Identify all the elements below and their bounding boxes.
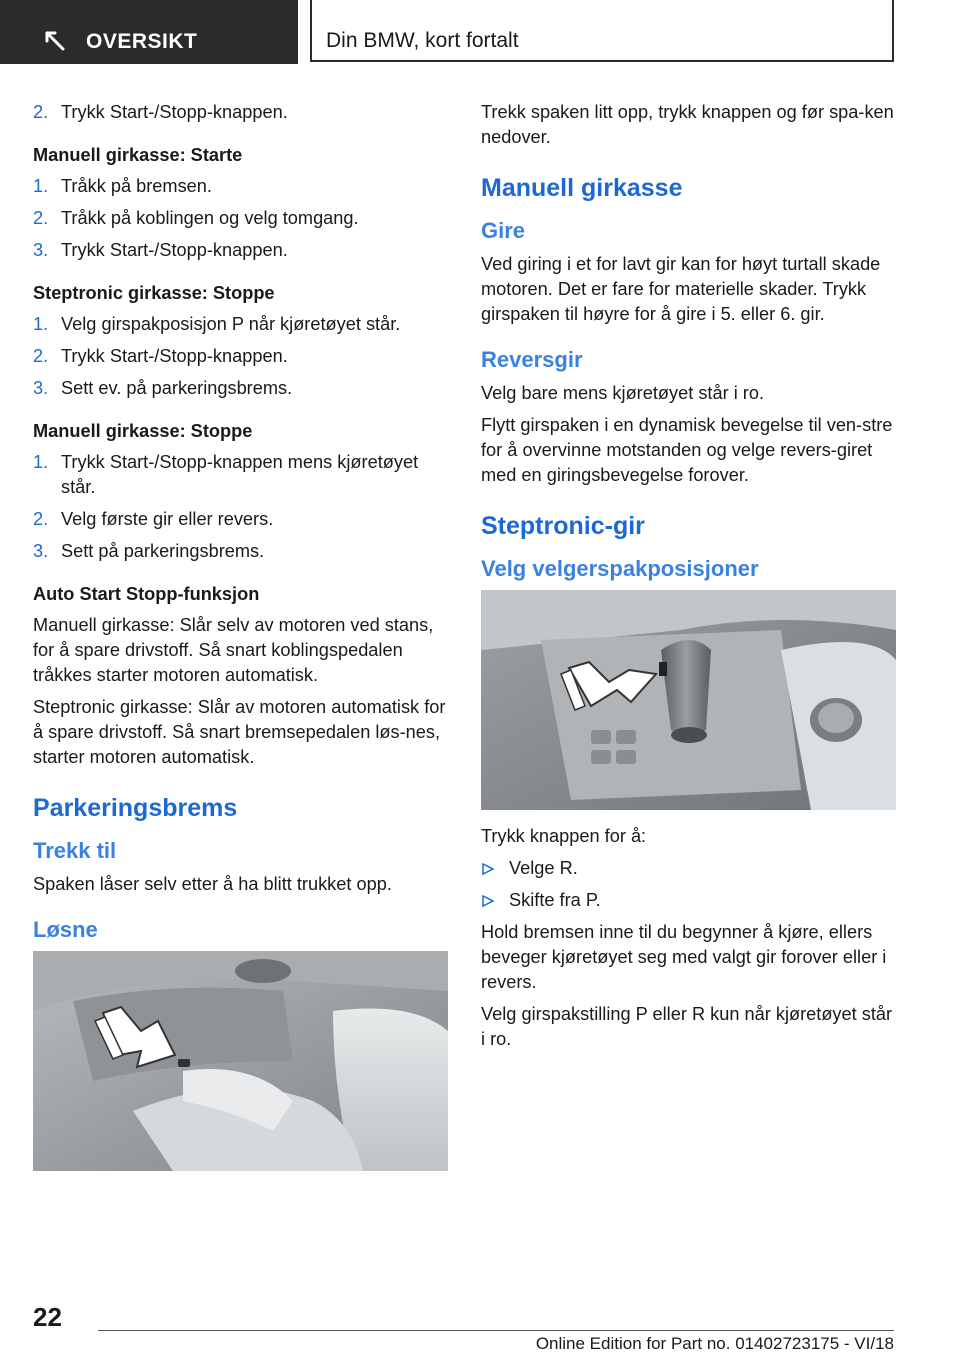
- list-item: Velge R.: [481, 856, 896, 881]
- press-text: Trykk knappen for å:: [481, 826, 647, 846]
- release-text: Trekk spaken litt opp, trykk knappen og før spa-ken nedover.: [481, 102, 894, 147]
- gear-selector-image: [481, 590, 896, 810]
- left-column: [33, 100, 448, 1185]
- list-item: 3. Trykk Start-/Stopp-knappen.: [33, 240, 288, 260]
- shift-heading: Gire: [481, 218, 526, 243]
- list-item: 3. Sett på parkeringsbrems.: [33, 541, 265, 561]
- arrow-icon: [44, 30, 66, 52]
- triangle-bullet-icon: [482, 863, 494, 875]
- reverse-text-1: Velg bare mens kjøretøyet står i ro.: [481, 383, 765, 403]
- select-position-heading: Velg velgerspakposisjoner: [481, 556, 759, 581]
- hold-brake-text: Hold bremsen inne til du begynner å kjøre, ellers beveger kjøretøyet seg med valgt gir forover eller i revers.: [481, 922, 887, 992]
- release-heading: Løsne: [33, 917, 98, 942]
- reverse-text-2: Flytt girspaken i en dynamisk bevegelse til ven-stre for å overvinne motstanden og velge revers-giret med en giringsbevegelse forover.: [481, 415, 893, 485]
- auto-start-stop-title: Auto Start Stopp-funksjon: [33, 584, 260, 604]
- steptronic-stop-title: Steptronic girkasse: Stoppe: [33, 283, 275, 303]
- steptronic-heading: Steptronic-gir: [481, 512, 645, 540]
- list-item: 2. Trykk Start-/Stopp-knappen.: [33, 102, 288, 122]
- section-label: OVERSIKT: [86, 30, 198, 53]
- list-item: 2. Tråkk på koblingen og velg tomgang.: [33, 208, 359, 228]
- manual-stop-title: Manuell girkasse: Stoppe: [33, 421, 253, 441]
- section-tab[interactable]: [0, 0, 298, 64]
- intro-steps: [33, 100, 448, 125]
- handbrake-image: [33, 951, 448, 1171]
- chapter-title: Din BMW, kort fortalt: [326, 29, 519, 52]
- chapter-header: [310, 0, 894, 62]
- pull-text: Spaken låser selv etter å ha blitt trukket opp.: [33, 874, 392, 894]
- manual-start-title: Manuell girkasse: Starte: [33, 145, 243, 165]
- reverse-heading: Reversgir: [481, 347, 583, 372]
- list-item: 3. Sett ev. på parkeringsbrems.: [33, 378, 293, 398]
- auto-start-stop-manual: Manuell girkasse: Slår selv av motoren ved stans, for å spare drivstoff. Så snart koblingspedalen tråkkes starter motoren automatisk.: [33, 615, 434, 685]
- edition-footer: Online Edition for Part no. 01402723175 - VI/18: [535, 1334, 894, 1353]
- handbrake-illustration: [33, 951, 448, 1171]
- select-p-r-text: Velg girspakstilling P eller R kun når kjøretøyet står i ro.: [481, 1004, 893, 1049]
- manual-gearbox-heading: Manuell girkasse: [481, 174, 683, 202]
- footer-divider: [98, 1330, 894, 1331]
- triangle-bullet-icon: [482, 895, 494, 907]
- parking-brake-heading: Parkeringsbrems: [33, 794, 238, 822]
- right-column: [481, 100, 896, 1059]
- list-item: 2. Velg første gir eller revers.: [33, 509, 274, 529]
- list-item: 1. Tråkk på bremsen.: [33, 176, 212, 196]
- auto-start-stop-steptronic: Steptronic girkasse: Slår av motoren automatisk for å spare drivstoff. Så snart bremsepedalen løs-nes, starter motoren automatisk.: [33, 697, 446, 767]
- list-item: 1. Trykk Start-/Stopp-knappen mens kjøretøyet står.: [33, 452, 419, 497]
- page-number: 22: [33, 1302, 62, 1332]
- steptronic-stop-steps: [33, 312, 448, 401]
- manual-stop-steps: [33, 450, 448, 564]
- press-bullets: [481, 856, 896, 913]
- manual-start-steps: [33, 174, 448, 263]
- pull-heading: Trekk til: [33, 838, 117, 863]
- shift-text: Ved giring i et for lavt gir kan for høyt turtall skade motoren. Det er fare for materielle skader. Trykk girspaken til høyre for å gire i 5. eller 6. gir.: [481, 254, 881, 324]
- list-item: 1. Velg girspakposisjon P når kjøretøyet står.: [33, 314, 401, 334]
- list-item: 2. Trykk Start-/Stopp-knappen.: [33, 346, 288, 366]
- list-item: Skifte fra P.: [481, 888, 896, 913]
- gear-selector-illustration: [481, 590, 896, 810]
